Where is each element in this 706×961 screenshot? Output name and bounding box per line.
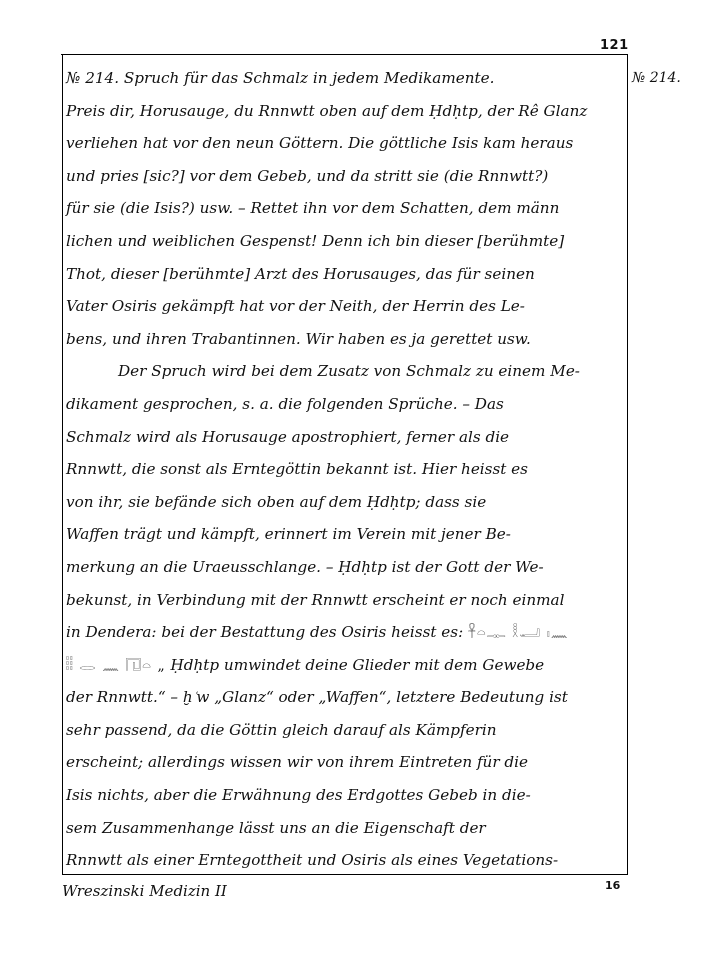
text-line: Thot, dieser [berühmte] Arzt des Horusauges, das für seinen bbox=[66, 264, 535, 283]
text-line: dikament gesprochen, s. a. die folgenden Sprüche. – Das bbox=[66, 394, 504, 413]
text-line: Rnnwtt als einer Erntegottheit und Osiris als eines Vegetations- bbox=[66, 851, 559, 870]
margin-reference: № 214. bbox=[632, 70, 681, 86]
text-line: sehr passend, da die Göttin gleich darauf als Kämpferin bbox=[66, 720, 497, 739]
hieroglyph-group: 𓋹𓏏𓊃 𓎛𓂝 𓏤𓈖 bbox=[468, 625, 569, 642]
text-line: Waffen trägt und kämpft, erinnert im Verein mit jener Be- bbox=[66, 525, 511, 544]
hieroglyph-group: 𓏪𓏪 𓂋 𓈖 𓉔𓏏 „ bbox=[66, 657, 166, 674]
text-line: von ihr, sie befände sich oben auf dem Ḥdḥtp; dass sie bbox=[66, 492, 487, 511]
text-line: erscheint; allerdings wissen wir von ihrem Eintreten für die bbox=[66, 753, 528, 772]
text-line: Isis nichts, aber die Erwähnung des Erdgottes Gebeb in die- bbox=[66, 786, 531, 805]
text-line: merkung an die Uraeusschlange. – Ḥdḥtp ist der Gott der We- bbox=[66, 557, 544, 576]
text-line: sem Zusammenhange lässt uns an die Eigenschaft der bbox=[66, 818, 486, 837]
text-line: und pries [sic?] vor dem Gebeb, und da stritt sie (die Rnnwtt?) bbox=[66, 166, 549, 185]
text-line: der Rnnwtt.“ – ḫ ͑w „Glanz“ oder „Waffen“, letztere Bedeutung ist bbox=[66, 688, 568, 707]
text-line: verliehen hat vor den neun Göttern. Die göttliche Isis kam heraus bbox=[66, 134, 574, 153]
text-segment: Ḥdḥtp umwindet deine Glieder mit dem Gewebe bbox=[170, 655, 545, 674]
text-line: lichen und weiblichen Gespenst! Denn ich bin dieser [berühmte] bbox=[66, 231, 565, 250]
text-line-with-hieroglyphs bbox=[66, 616, 632, 649]
text-line: Schmalz wird als Horusauge apostrophiert, ferner als die bbox=[66, 427, 510, 446]
text-segment: in Dendera: bei der Bestattung des Osiris heisst es: bbox=[66, 623, 464, 642]
handwritten-text-body bbox=[66, 62, 632, 877]
page-number: 121 bbox=[600, 38, 629, 53]
text-line: bens, und ihren Trabantinnen. Wir haben es ja gerettet usw. bbox=[66, 329, 531, 348]
text-line: bekunst, in Verbindung mit der Rnnwtt erscheint er noch einmal bbox=[66, 590, 565, 609]
signature-number: 16 bbox=[605, 879, 621, 892]
text-line: für sie (die Isis?) usw. – Rettet ihn vor dem Schatten, dem männ bbox=[66, 199, 560, 218]
text-line: Rnnwtt, die sonst als Erntegöttin bekannt ist. Hier heisst es bbox=[66, 460, 528, 479]
text-line-with-hieroglyphs bbox=[66, 649, 632, 682]
author-signature: Wreszinski Medizin II bbox=[62, 882, 227, 900]
text-line: Vater Osiris gekämpft hat vor der Neith, der Herrin des Le- bbox=[66, 297, 525, 316]
text-line: № 214. Spruch für das Schmalz in jedem Medikamente. bbox=[66, 69, 495, 87]
text-line: Der Spruch wird bei dem Zusatz von Schmalz zu einem Me- bbox=[118, 362, 580, 381]
text-line: Preis dir, Horusauge, du Rnnwtt oben auf dem Ḥdḥtp, der Rê Glanz bbox=[66, 101, 588, 120]
